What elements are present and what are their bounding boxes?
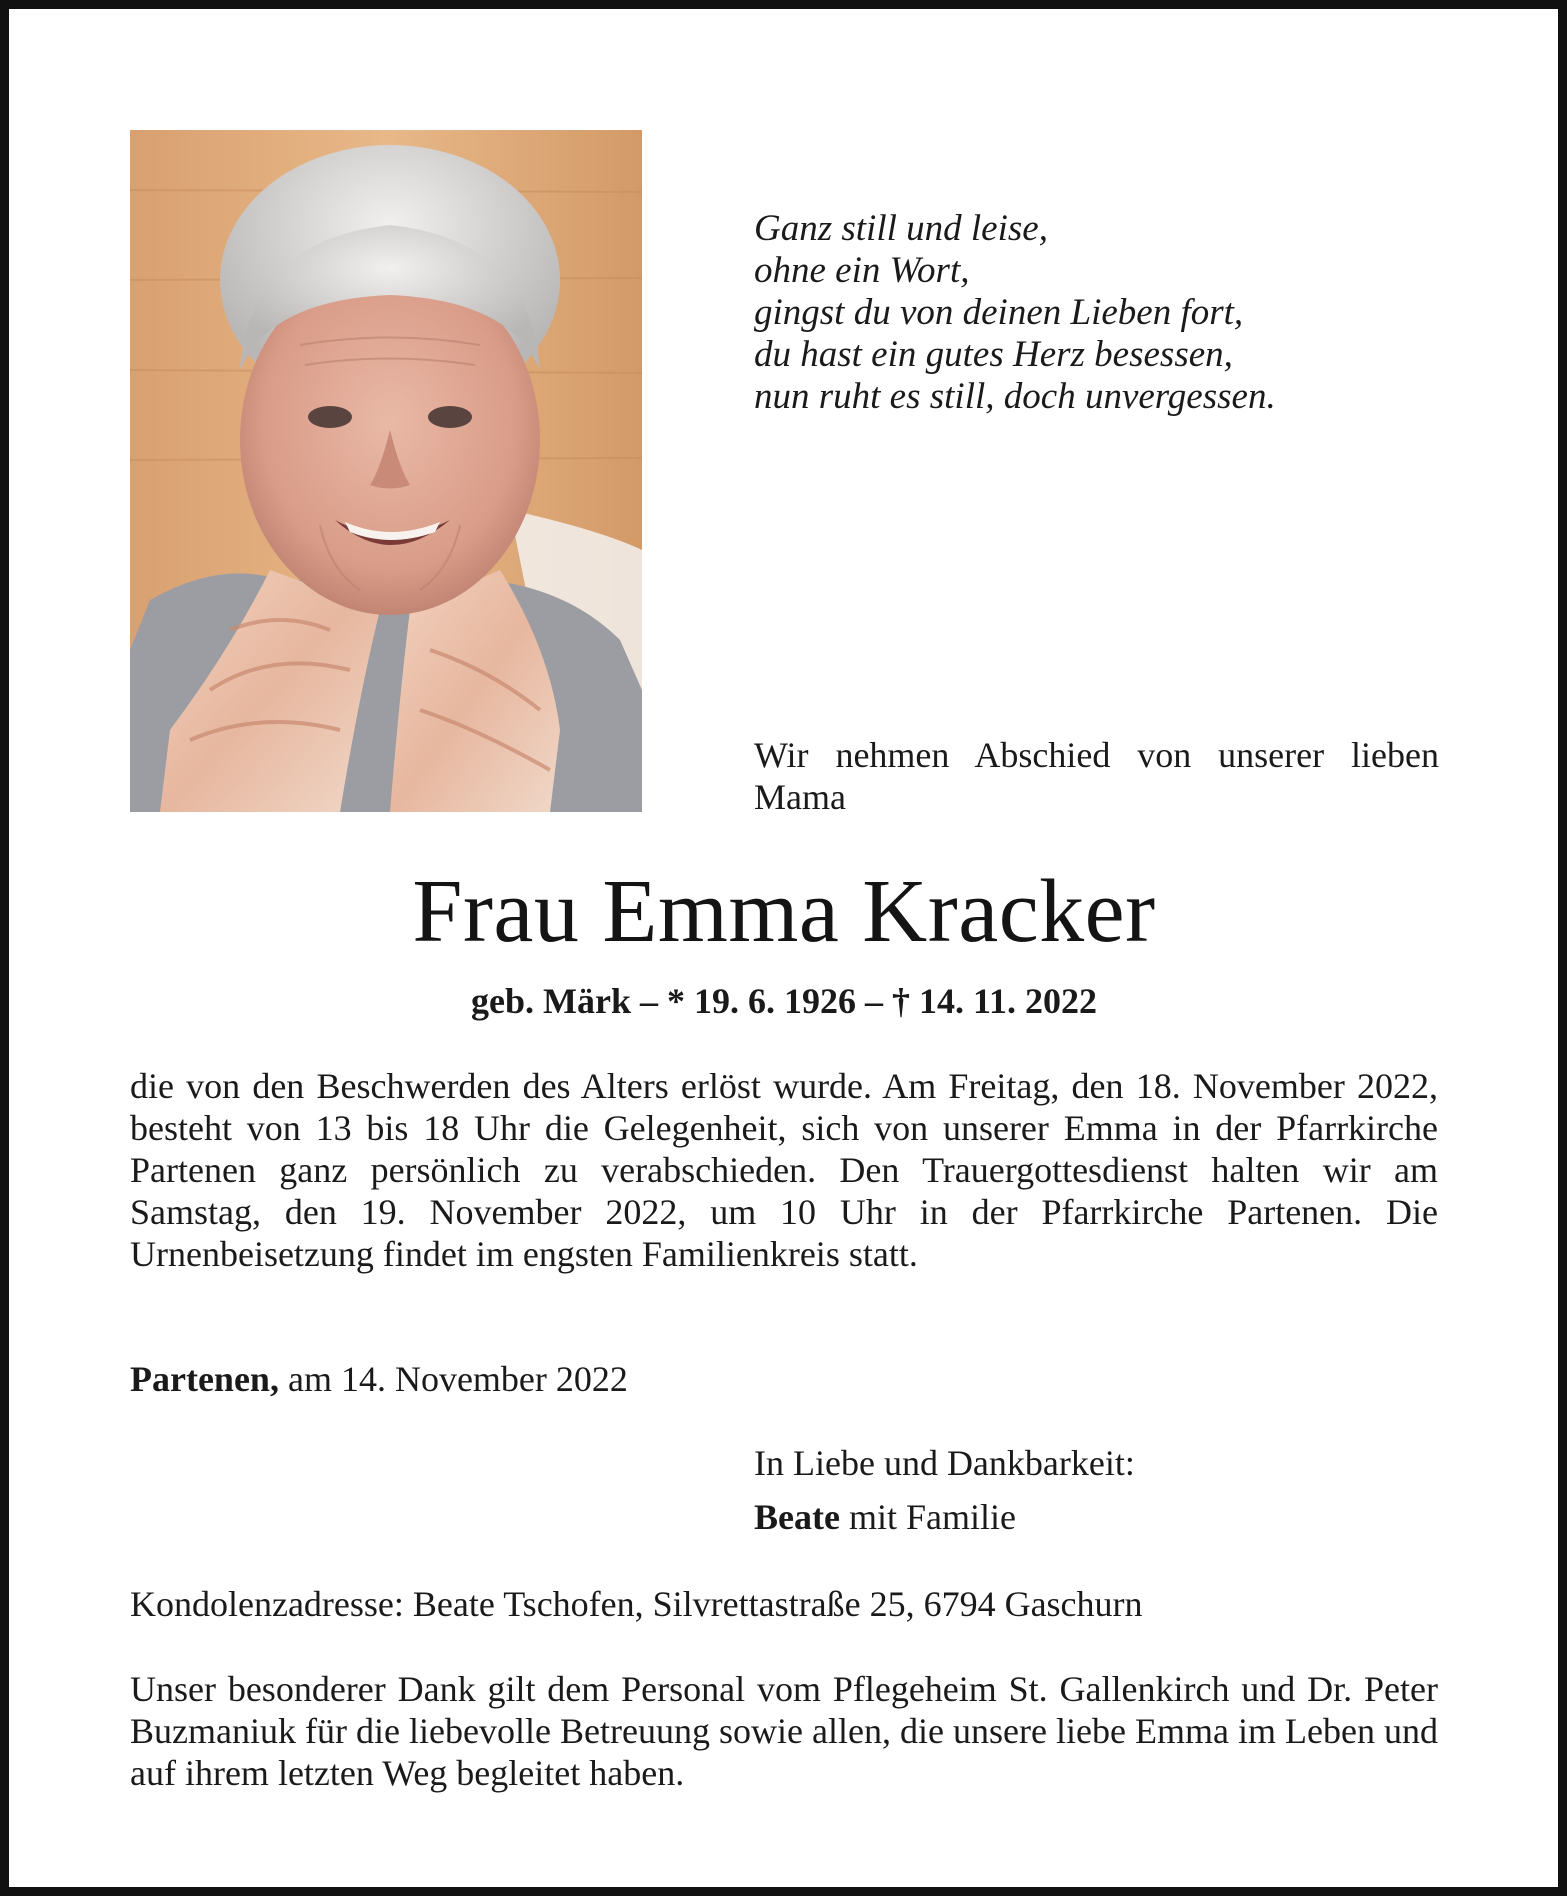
funeral-details: die von den Beschwerden des Alters erlöst wurde. Am Freitag, den 18. November 2022, besteht von 13 bis 18 Uhr die Gelegenheit, sich von unserer Emma in der Pfarrkirche Partenen ganz persönlich zu verabschieden. Den Trauergottesdienst halten wir am Samstag, den 19. November 2022, um 10 Uhr in der Pfarrkirche Partenen. Die Urnenbeisetzung findet im engsten Familienkreis statt. bbox=[130, 1066, 1438, 1274]
condolence-address: Kondolenzadresse: Beate Tschofen, Silvrettastraße 25, 6794 Gaschurn bbox=[130, 1584, 1143, 1624]
closing-line: In Liebe und Dankbarkeit: bbox=[754, 1443, 1135, 1483]
signer-suffix: mit Familie bbox=[839, 1497, 1016, 1537]
notice-date: am 14. November 2022 bbox=[278, 1359, 628, 1399]
life-dates: geb. Märk – * 19. 6. 1926 – † 14. 11. 2022 bbox=[471, 981, 1097, 1021]
poem-line: ohne ein Wort, bbox=[754, 250, 970, 291]
portrait-photo bbox=[130, 130, 642, 812]
gratitude-note: Unser besonderer Dank gilt dem Personal vom Pflegeheim St. Gallenkirch und Dr. Peter Buzmaniuk für die liebevolle Betreuung sowie allen, die unsere liebe Emma im Leben und auf ihrem letzten Weg begleitet haben. bbox=[130, 1669, 1438, 1793]
place-name: Partenen, bbox=[130, 1359, 279, 1399]
poem-line: du hast ein gutes Herz besessen, bbox=[754, 334, 1233, 375]
poem-line: Ganz still und leise, bbox=[754, 208, 1048, 249]
signature bbox=[754, 1496, 1454, 1538]
poem-line: gingst du von deinen Lieben fort, bbox=[754, 292, 1244, 333]
place-and-date bbox=[130, 1358, 1030, 1400]
deceased-name: Frau Emma Kracker bbox=[412, 862, 1156, 961]
farewell-intro: Wir nehmen Abschied von unserer lieben Mama bbox=[754, 735, 1439, 817]
memorial-poem bbox=[754, 208, 1454, 418]
signer-name: Beate bbox=[754, 1497, 840, 1537]
poem-line: nun ruht es still, doch unvergessen. bbox=[754, 376, 1276, 417]
